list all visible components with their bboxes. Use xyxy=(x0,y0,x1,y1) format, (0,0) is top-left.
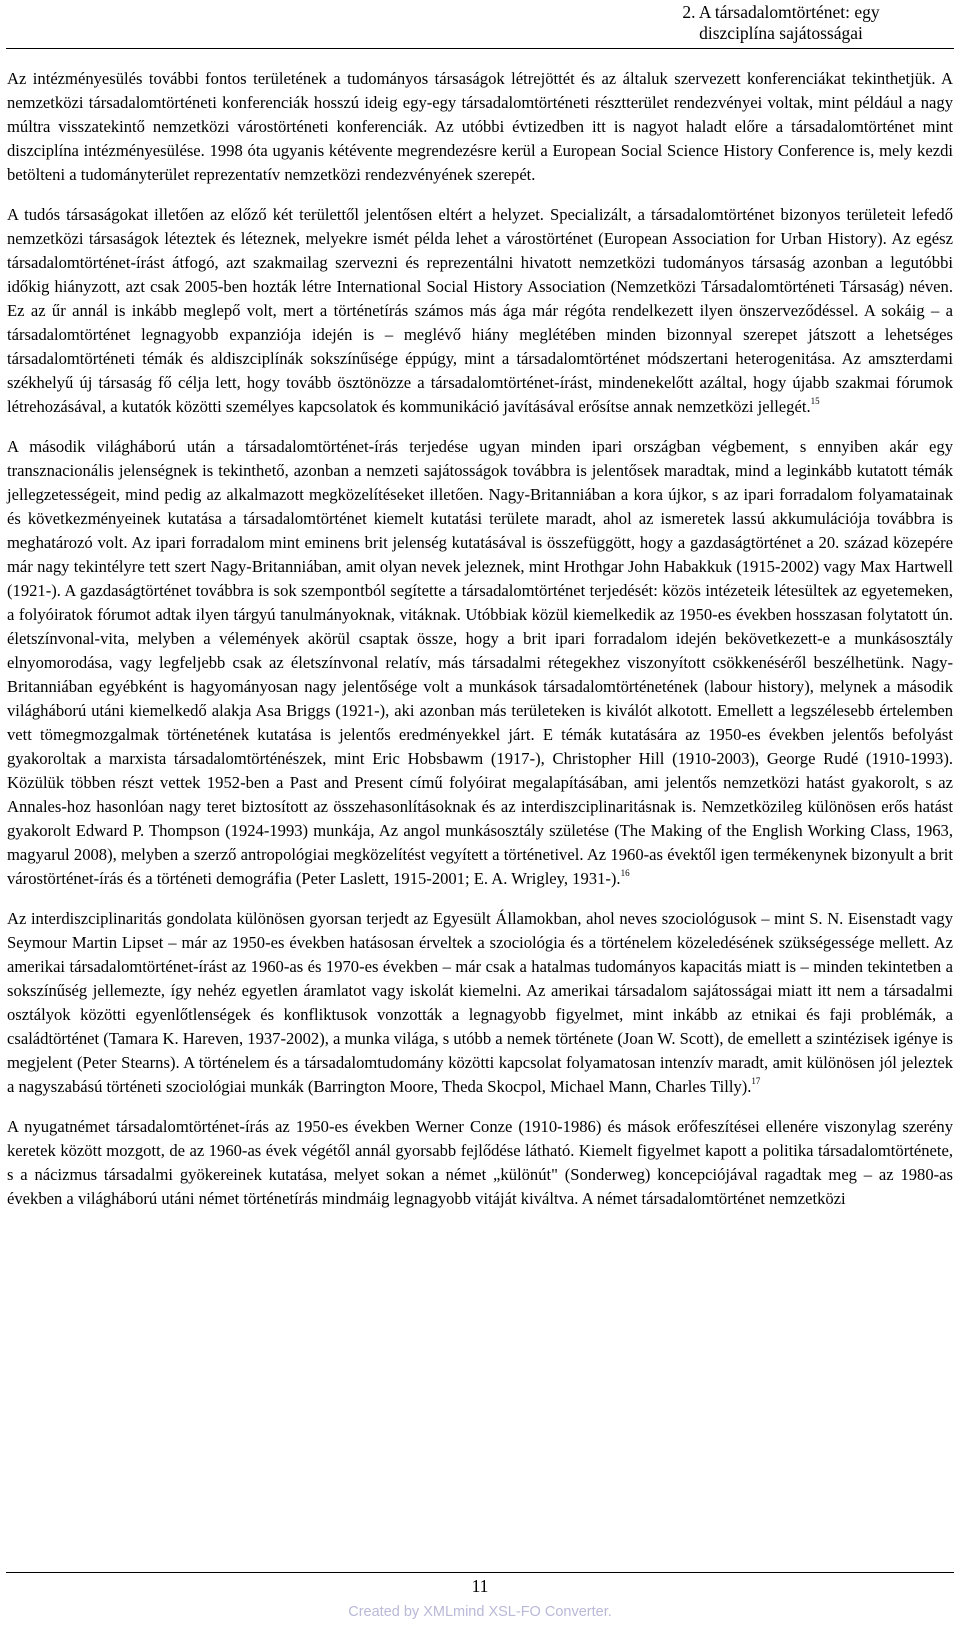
running-header-line-2: diszciplína sajátosságai xyxy=(699,23,863,43)
paragraph-text: A nyugatnémet társadalomtörténet-írás az 1950-es években Werner Conze (1910-1986) és mások erőfeszítései ellenére viszonylag szerény keretek között mozgott, de az 1960-as évek végétől annál gyorsabb fejlődése látható. Kiemelt figyelmet kapott a politika társadalomtörténete, s a nácizmus társadalmi gyökereinek kutatása, melyet sokan a német „különút" (Sonderweg) koncepciójával ragadtak meg – az 1980-as években a világháború utáni német történetírás mindmáig legnagyobb vitáját kiváltva. A német társadalomtörténet nemzetközi xyxy=(7,1117,953,1208)
generator-credit: Created by XMLmind XSL-FO Converter. xyxy=(348,1604,612,1620)
paragraph-text: Az interdiszciplinaritás gondolata különösen gyorsan terjedt az Egyesült Államokban, ahol neves szociológusok – mint S. N. Eisenstadt vagy Seymour Martin Lipset – már az 1950-es években hatásosan érveltek a szociológia és a történelem közeledésének szükségessége mellett. Az amerikai társadalomtörténet-írást az 1960-as és 1970-es években – már csak a hatalmas tudományos kapacitás miatt is – minden tekintetben a sokszínűség jellemezte, így nehéz egyetlen áramlatot vagy iskolát kiemelni. Az amerikai társadalom sajátosságai miatt itt nem a társadalmi osztályok közötti egyenlőtlenségek és konfliktusok vonzották a legnagyobb figyelmet, mint inkább az etnikai és faji problémák, a családtörténet (Tamara K. Hareven, 1937-2002), a munka világa, s utóbb a nemek története (Joan W. Scott), de emellett a szintézisek igénye is megjelent (Peter Stearns). A történelem és a társadalomtudomány közötti kapcsolat folyamatosan intenzív maradt, amit különösen jól jeleztek a nagyszabású történeti szociológiai munkák (Barrington Moore, Theda Skocpol, Michael Mann, Charles Tilly). xyxy=(7,909,953,1096)
paragraph-4 xyxy=(7,907,953,1099)
paragraph-1 xyxy=(7,67,953,187)
paragraph-5 xyxy=(7,1115,953,1211)
running-header-line-1: 2. A társadalomtörténet: egy xyxy=(682,2,880,22)
document-body xyxy=(7,67,953,1227)
page-number: 11 xyxy=(471,1576,489,1596)
paragraph-text: A tudós társaságokat illetően az előző két területtől jelentősen eltért a helyzet. Specializált, a társadalomtörténet bizonyos területeit lefedő nemzetközi társaságok léteztek és léteznek, melyekre ismét példa lehet a várostörténet (European Association for Urban History). Az egész társadalomtörténet-írást átfogó, azt szakmailag szervezni és reprezentálni hivatott nemzetközi tudományos társaság azonban a legutóbbi időkig hiányzott, azt csak 2005-ben hozták létre International Social History Association (Nemzetközi Társadalomtörténeti Társaság) néven. Ez az űr annál is inkább meglepő volt, mert a történetírás számos más ága már régóta rendelkezett ilyen önszerveződéssel. A sokáig – a társadalomtörténet legnagyobb expanziója idején is – meglévő hiány meglétében minden bizonnyal szerepet játszott a lehetséges társadalomtörténeti témák és aldiszciplínák sokszínűsége éppúgy, mint a társadalomtörténet módszertani heterogenitása. Az amszterdami székhelyű új társaság fő célja lett, hogy tovább ösztönözze a társadalomtörténet-írást, mindenekelőtt azáltal, hogy újabb szakmai fórumok létrehozásával, a kutatók közötti személyes kapcsolatok és kommunikáció javításával erősítse annak nemzetközi jellegét. xyxy=(7,205,953,416)
running-header xyxy=(616,2,946,44)
paragraph-text: A második világháború után a társadalomtörténet-írás terjedése ugyan minden ipari országban végbement, s ennyiben akár egy transznacionális jelenségnek is tekinthető, azonban a nemzeti sajátosságok továbbra is jelentősek maradtak, mind a leginkább kutatott témák jellegzetességeit, mind pedig az alkalmazott megközelítéseket illetően. Nagy-Britanniában a kora újkor, s az ipari forradalom folyamatainak és következményeinek kutatása a társadalomtörténet kiemelt kutatási területe maradt, ahol az ismeretek lassú akkumulációja továbbra is meghatározó volt. Az ipari forradalom mint eminens brit jelenség kutatásával is összefüggött, hogy a gazdaságtörténet a 20. század közepére már nagy tekintélyre tett szert Nagy-Britanniában, amit olyan nevek jeleznek, mint Hrothgar John Habakkuk (1915-2002) vagy Max Hartwell (1921-). A gazdaságtörténet továbbra is sok szempontból segítette a társadalomtörténet terjedését: közös intézeteik létesültek az egyetemeken, a folyóiratok fórumot adtak ilyen tárgyú tanulmányoknak, vitáknak. Utóbbiak közül kiemelkedik az 1950-es években hosszasan folytatott ún. életszínvonal-vita, melyben a vélemények akörül csaptak össze, hogy a brit ipari forradalom idején bekövetkezett-e a munkásosztály elnyomorodása, vagy legfeljebb csak az életszínvonal relatív, más társadalmi rétegekhez viszonyított csökkenéséről beszélhetünk. Nagy-Britanniában egyébként is hagyományosan nagy jelentősége volt a munkások társadalomtörténetének (labour history), melynek a második világháború utáni kiemelkedő alakja Asa Briggs (1921-), aki azonban más területeken is kiválót alkotott. Emellett a legszélesebb értelemben vett tömegmozgalmak történetének kutatása is jelentős eredményekkel járt. E témák kutatására az 1950-es években jelentős befolyást gyakoroltak a marxista társadalomtörténészek, mint Eric Hobsbawm (1917-), Christopher Hill (1910-2003), George Rudé (1910-1993). Közülük többen részt vettek 1952-ben a Past and Present című folyóirat megalapításában, ami jelentős nemzetközi hatást gyakorolt, s az Annales-hoz hasonlóan nagy teret biztosított az összehasonlításoknak és az interdiszciplinaritásnak is. Nemzetközileg különösen erős hatást gyakorolt Edward P. Thompson (1924-1993) munkája, Az angol munkásosztály születése (The Making of the English Working Class, 1963, magyarul 2008), melyben a szerző antropológiai megközelítést vegyített a történetivel. Az 1960-as évektől igen termékenynek bizonyult a brit várostörténet-írás és a történeti demográfia (Peter Laslett, 1915-2001; E. A. Wrigley, 1931-). xyxy=(7,437,953,888)
footnote-marker[interactable]: 16 xyxy=(620,868,630,878)
footnote-marker[interactable]: 17 xyxy=(751,1076,761,1086)
footnote-marker[interactable]: 15 xyxy=(810,396,820,406)
header-divider xyxy=(6,48,954,49)
paragraph-2 xyxy=(7,203,953,419)
footer-divider xyxy=(6,1572,954,1573)
paragraph-3 xyxy=(7,435,953,891)
paragraph-text: Az intézményesülés további fontos területének a tudományos társaságok létrejöttét és az általuk szervezett konferenciákat tekinthetjük. A nemzetközi társadalomtörténeti konferenciák hosszú ideig egy-egy társadalomtörténeti résztterület rendezvényei voltak, mint például a nagy múltra visszatekintő nemzetközi várostörténeti konferenciák. Az utóbbi évtizedben itt is nagyot haladt előre a társadalomtörténet mint diszciplína intézményesülése. 1998 óta ugyanis kétévente megrendezésre kerül a European Social Science History Conference is, mely kezdi betölteni a tudományterület reprezentatív nemzetközi rendezvényének szerepét. xyxy=(7,69,953,184)
